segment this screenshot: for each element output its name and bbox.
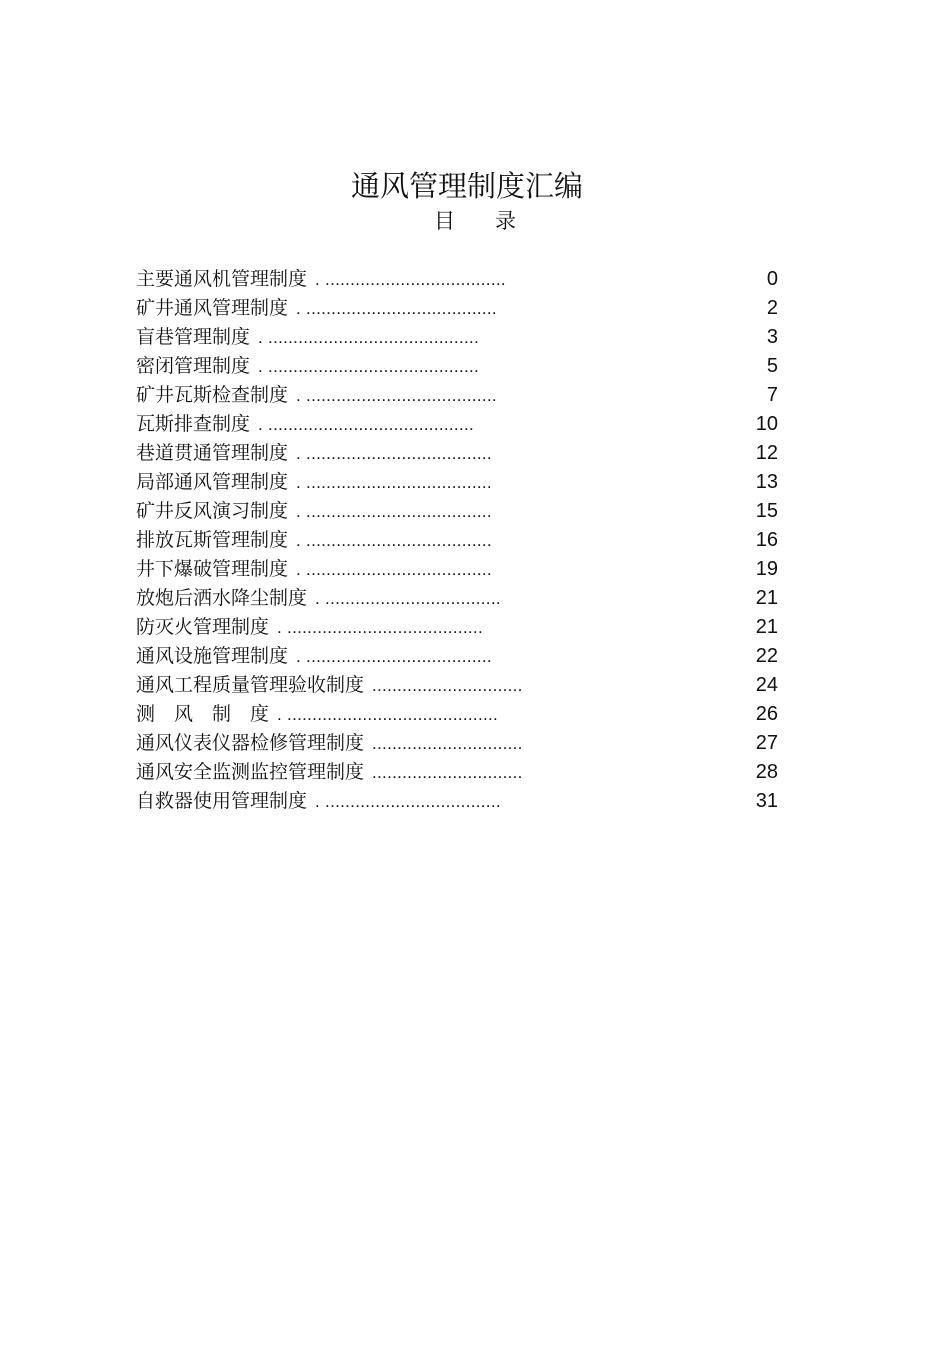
- toc-entry-label: 矿井瓦斯检查制度: [136, 384, 289, 406]
- toc-entry-label: 局部通风管理制度: [136, 471, 289, 493]
- toc-entry-label: 主要通风机管理制度: [136, 268, 308, 290]
- toc-entry-leader: . .....................................: [296, 502, 492, 521]
- toc-entry-leader: . .....................................: [296, 473, 492, 492]
- toc-entry-label: 通风工程质量管理验收制度: [136, 674, 365, 696]
- toc-entry[interactable]: [136, 410, 778, 439]
- toc-entry-page: 21: [755, 616, 778, 638]
- toc-entry-leader: ..............................: [372, 734, 523, 753]
- toc-entry-page: 31: [755, 790, 778, 812]
- toc-entry-page: 0: [766, 268, 778, 290]
- toc-entry-leader: . ..........................................: [277, 705, 499, 724]
- toc-entry-page: 5: [766, 355, 778, 377]
- toc-entry-page: 26: [755, 703, 778, 725]
- toc-entry-page: 16: [755, 529, 778, 551]
- toc-entry-leader: . .....................................: [296, 647, 492, 666]
- toc-entry-leader: ..............................: [372, 676, 523, 695]
- toc-entry-label: 密闭管理制度: [136, 355, 251, 377]
- toc-entry-page: 10: [755, 413, 778, 435]
- toc-entry-label: 矿井反风演习制度: [136, 500, 289, 522]
- toc-entry[interactable]: [136, 497, 778, 526]
- toc-entry-page: 2: [766, 297, 778, 319]
- toc-entry-page: 28: [755, 761, 778, 783]
- toc-entry[interactable]: [136, 468, 778, 497]
- toc-entry-page: 3: [766, 326, 778, 348]
- document-title: 通风管理制度汇编: [350, 169, 583, 203]
- toc-heading-left: 目: [434, 209, 455, 233]
- toc-entry-label: 矿井通风管理制度: [136, 297, 289, 319]
- toc-entry-leader: . ....................................: [315, 270, 506, 289]
- toc-entry[interactable]: [136, 700, 778, 729]
- toc-entry-label: 放炮后洒水降尘制度: [136, 587, 308, 609]
- toc-entry-leader: . ......................................: [296, 386, 497, 405]
- toc-entry[interactable]: [136, 584, 778, 613]
- toc-entry-page: 21: [755, 587, 778, 609]
- toc-entry-leader: . ...................................: [315, 589, 501, 608]
- toc-entry-page: 13: [755, 471, 778, 493]
- toc-entry[interactable]: [136, 787, 778, 816]
- toc-entry-leader: . .........................................: [258, 415, 475, 434]
- toc-entry[interactable]: [136, 758, 778, 787]
- toc-entry-page: 27: [755, 732, 778, 754]
- toc-entry-page: 12: [755, 442, 778, 464]
- toc-entry-leader: . .....................................: [296, 531, 492, 550]
- toc-entry-label: 防灭火管理制度: [136, 616, 270, 638]
- toc-entry-leader: . ..........................................: [258, 357, 480, 376]
- toc-entry-page: 24: [755, 674, 778, 696]
- toc-entry[interactable]: [136, 671, 778, 700]
- toc-entry-page: 19: [755, 558, 778, 580]
- toc-entry[interactable]: [136, 729, 778, 758]
- toc-entry-label: 瓦斯排查制度: [136, 413, 251, 435]
- toc-entry[interactable]: [136, 642, 778, 671]
- toc-entry-label: 排放瓦斯管理制度: [136, 529, 289, 551]
- toc-entry-label: 通风设施管理制度: [136, 645, 289, 667]
- toc-entry[interactable]: [136, 439, 778, 468]
- toc-entry[interactable]: [136, 381, 778, 410]
- toc-entry[interactable]: [136, 352, 778, 381]
- toc-entry-label: 巷道贯通管理制度: [136, 442, 289, 464]
- toc-entry-page: 7: [766, 384, 778, 406]
- toc-entry-leader: . ...................................: [315, 792, 501, 811]
- toc-entry-leader: . .....................................: [296, 444, 492, 463]
- toc-entry[interactable]: [136, 294, 778, 323]
- toc-entry[interactable]: [136, 613, 778, 642]
- toc-entry-label: 通风仪表仪器检修管理制度: [136, 732, 365, 754]
- toc-entry[interactable]: [136, 265, 778, 294]
- toc-entry-leader: ..............................: [372, 763, 523, 782]
- toc-entry-label: 井下爆破管理制度: [136, 558, 289, 580]
- toc-entry-label: 自救器使用管理制度: [136, 790, 308, 812]
- table-of-contents: [136, 265, 778, 816]
- toc-entry-leader: . ..........................................: [258, 328, 480, 347]
- toc-entry[interactable]: [136, 555, 778, 584]
- toc-heading: [0, 206, 950, 236]
- toc-entry-page: 15: [755, 500, 778, 522]
- toc-entry-page: 22: [755, 645, 778, 667]
- toc-entry-leader: . .......................................: [277, 618, 483, 637]
- toc-entry-label: 通风安全监测监控管理制度: [136, 761, 365, 783]
- toc-entry[interactable]: [136, 526, 778, 555]
- toc-entry[interactable]: [136, 323, 778, 352]
- toc-entry-label: 测 风 制 度: [136, 703, 270, 725]
- toc-entry-leader: . ......................................: [296, 299, 497, 318]
- toc-heading-right: 录: [495, 209, 516, 233]
- toc-entry-leader: . .....................................: [296, 560, 492, 579]
- toc-entry-label: 盲巷管理制度: [136, 326, 251, 348]
